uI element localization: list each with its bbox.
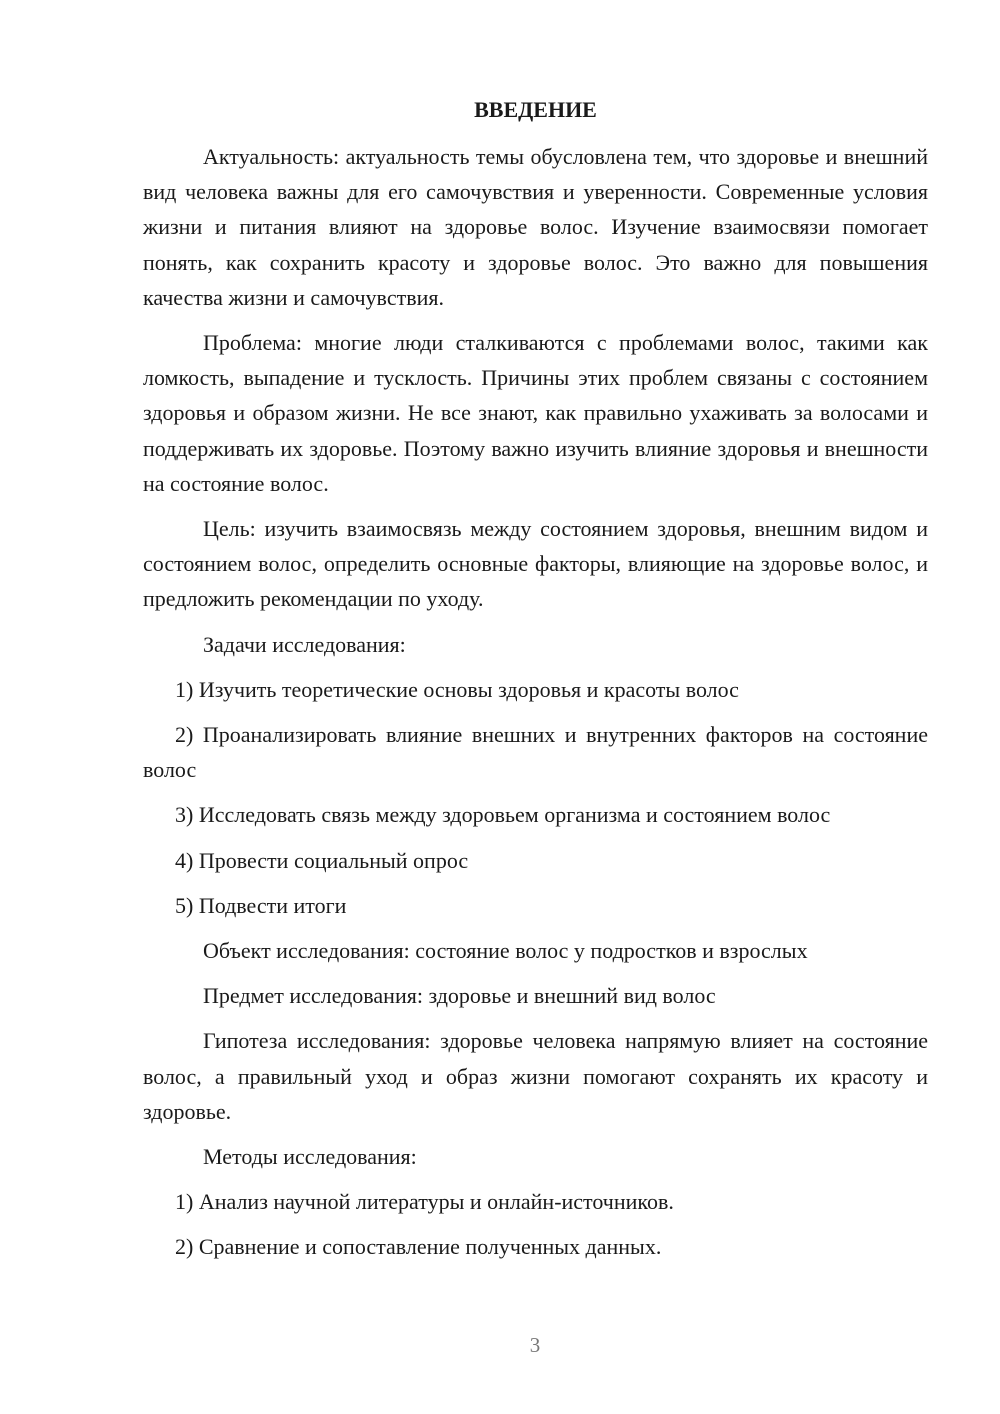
task-item-5: 5) Подвести итоги	[175, 892, 347, 918]
tasks-heading: Задачи исследования:	[203, 631, 406, 657]
task-item-2: 2) Проанализировать влияние внешних и внутренних факторов на состояние волос	[143, 722, 928, 783]
methods-heading: Методы исследования:	[203, 1144, 417, 1170]
document-page	[143, 92, 928, 1275]
relevance-paragraph: Актуальность: актуальность темы обусловлена тем, что здоровье и внешний вид человека важны для его самочувствия и уверенности. Современные условия жизни и питания влияют на здоровье волос. Изучение взаимосвязи помогает понять, как сохранить красоту и здоровье волос. Это важно для повышения качества жизни и самочувствия.	[143, 144, 928, 310]
page-number: 3	[529, 1333, 541, 1357]
task-item-3: 3) Исследовать связь между здоровьем организма и состоянием волос	[175, 802, 831, 828]
task-item-4: 4) Провести социальный опрос	[175, 847, 469, 873]
research-object: Объект исследования: состояние волос у подростков и взрослых	[203, 938, 808, 964]
research-subject: Предмет исследования: здоровье и внешний вид волос	[203, 983, 716, 1009]
section-title: ВВЕДЕНИЕ	[474, 97, 597, 122]
problem-paragraph: Проблема: многие люди сталкиваются с проблемами волос, такими как ломкость, выпадение и тусклость. Причины этих проблем связаны с состоянием здоровья и образом жизни. Не все знают, как правильно ухаживать за волосами и поддерживать их здоровье. Поэтому важно изучить влияние здоровья и внешности на состояние волос.	[143, 330, 928, 496]
method-item-2: 2) Сравнение и сопоставление полученных данных.	[175, 1234, 662, 1260]
goal-paragraph: Цель: изучить взаимосвязь между состоянием здоровья, внешним видом и состоянием волос, определить основные факторы, влияющие на здоровье волос, и предложить рекомендации по уходу.	[143, 516, 928, 612]
task-item-1: 1) Изучить теоретические основы здоровья и красоты волос	[175, 676, 739, 702]
hypothesis-paragraph: Гипотеза исследования: здоровье человека напрямую влияет на состояние волос, а правильный уход и образ жизни помогают сохранять их красоту и здоровье.	[143, 1028, 928, 1124]
method-item-1: 1) Анализ научной литературы и онлайн-источников.	[175, 1189, 674, 1215]
